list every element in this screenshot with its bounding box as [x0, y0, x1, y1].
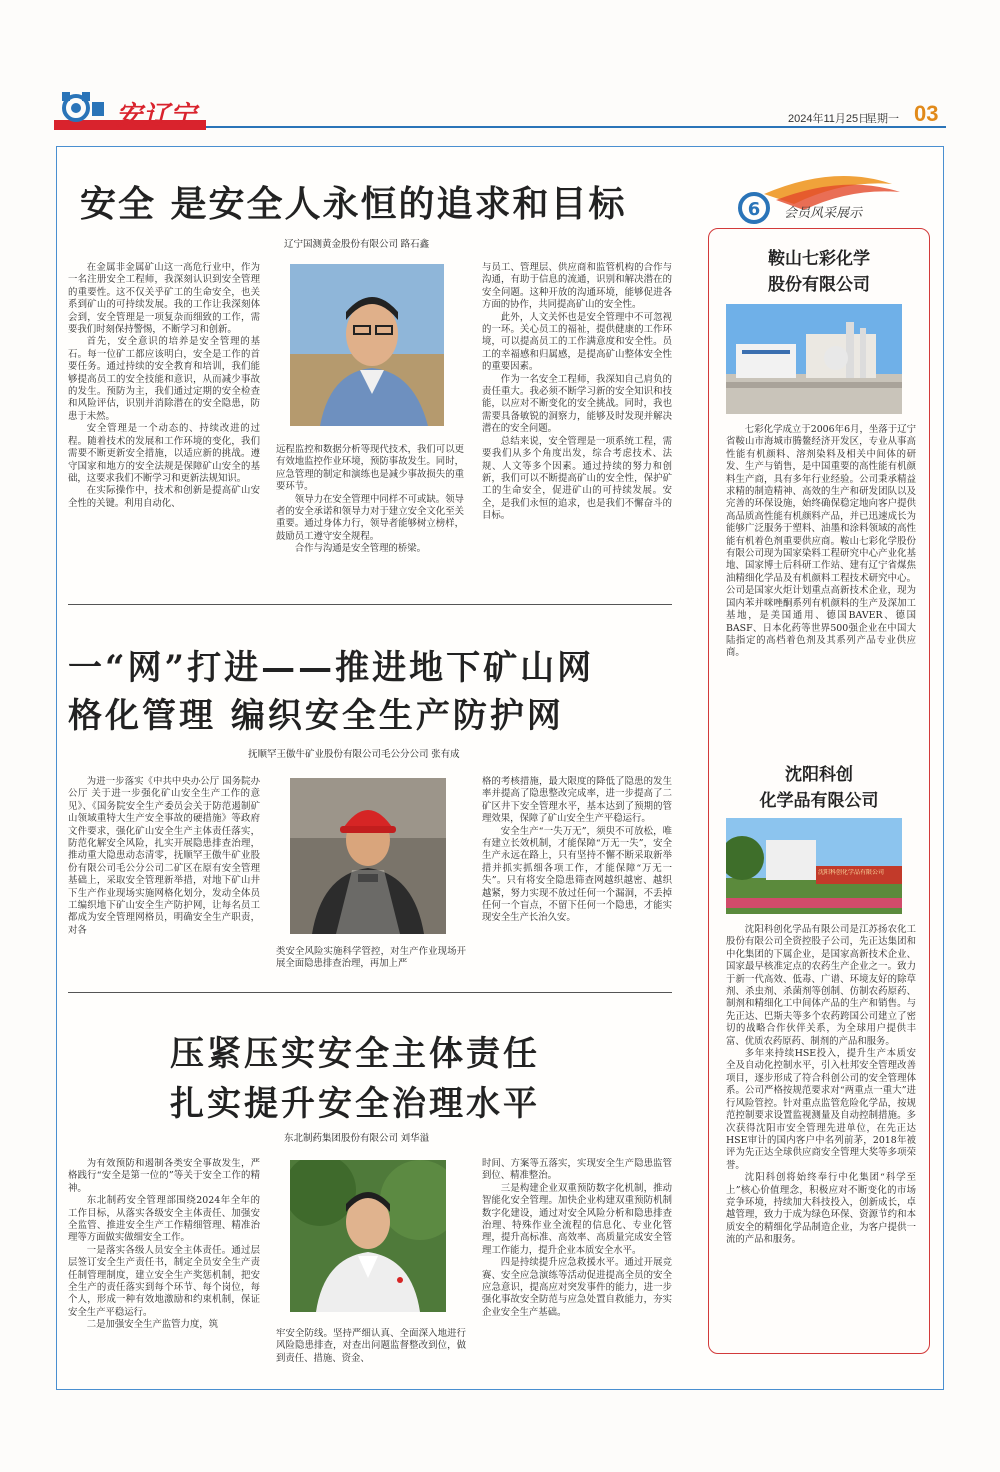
article2-title-line2: 格化管理 编织安全生产防护网 [68, 696, 564, 736]
article3-col3 [482, 1158, 672, 1368]
article1-byline: 辽宁国测黄金股份有限公司 路石鑫 [284, 239, 430, 250]
paragraph: 在金属非金属矿山这一高危行业中，作为一名注册安全工程师，我深刻认识到安全管理的重要性。这不仅关乎矿工的生命安全，也关系到矿山的可持续发展。我的工作让我深刻体会到，安全管理是一项复杂而细致的工作，需要我们时刻保持警惕，不断学习和创新。 [68, 262, 260, 336]
paragraph: 四是持续提升应急救援水平。通过开展竞赛、安全应急演练等活动促进提高全员的安全应急意识，提高应对突发事件的能力，进一步强化事故安全防范与应急处置自救能力，夯实企业安全生产基础。 [482, 1257, 672, 1318]
paragraph: 三是构建企业双重预防数字化机制，推动智能化安全管理。加快企业构建双重预防机制数字化建设，通过对安全风险分析和隐患排查治理、特殊作业全流程的信息化、专业化管理，提升高标准、高效率、高质量完成安全管理工作能力，提升企业本质安全水平。 [482, 1182, 672, 1256]
paragraph: 沈阳科创化学品有限公司是江苏扬农化工股份有限公司全资控股子公司，先正达集团和中化集团的下属企业，是国家高新技术企业、国家最早核准定点的农药生产企业之一。致力于新一代高效、低毒、广谱、环境友好的除草剂、杀虫剂、杀菌剂等创制、仿制农药原药、制剂和精细化工中间体产品的生产和销售。与先正达、巴斯夫等多个农药跨国公司建立了密切的战略合作伙伴关系，为全球用户提供丰富、优质农药原药、制剂的产品和服务。 [726, 924, 916, 1047]
paragraph: 为有效预防和遏制各类安全事故发生，严格践行“安全是第一位的”等关于安全工作的精神。 [68, 1158, 260, 1194]
paragraph: 沈阳科创将始终奉行中化集团“科学至上”核心价值理念，积极应对不断变化的市场竞争环境，持续加大科技投入，创新成长，卓越管理，致力于成为绿色环保、资源节约和本质安全的精细化学品制造企业，为客户提供一流的产品和服务。 [726, 1172, 916, 1246]
paragraph: 多年来持续HSE投入，提升生产本质安全及自动化控制水平，引入杜邦安全管理改善项目，逐步形成了符合科创公司的安全管理体系。公司严格按规范要求对“两重点一重大”进行风险管控。针对重点监管危险化学品，按规范控制要求设置监视测量及自动控制措施。多次获得沈阳市安全管理先进单位，在先正达HSE审计的国内客户中名列前茅，2018年被评为先正达全球供应商安全管理大奖等多项荣誉。 [726, 1048, 916, 1171]
author-photo-image [290, 778, 446, 934]
author-photo-image [290, 264, 444, 426]
paragraph: 时间、方案等五落实，实现安全生产隐患监管到位、精准整治。 [482, 1158, 672, 1182]
paragraph: 安全生产“一失万无”，须臾不可放松，唯有建立长效机制，才能保障“万无一失”，安全生产永远在路上，只有坚持不懈不断采取新举措并抓实抓细各项工作，才能保障“万无一失”。只有将安全隐患筛查网越织越密、越织越紧，努力实现不放过任何一个漏洞，不丢掉任何一个盲点，不留下任何一个隐患，才能实现安全生产长治久安。 [482, 825, 672, 924]
article1-col2 [276, 444, 464, 594]
article3-title-line2: 扎实提升安全治理水平 [170, 1084, 540, 1124]
paragraph: 领导力在安全管理中同样不可或缺。领导者的安全承诺和领导力对于建立安全文化至关重要。通过身体力行，领导者能够树立榜样，鼓励员工遵守安全规程。 [276, 493, 464, 542]
paragraph: 东北制药安全管理部围绕2024年全年的工作目标，从落实各级安全主体责任、加强安全监管、推进安全生产工作精细管理、精准治理等方面做实做细安全工作。 [68, 1195, 260, 1244]
paragraph: 合作与沟通是安全管理的桥梁。 [294, 543, 427, 555]
article2-title-line1: 一“网”打进——推进地下矿山网 [68, 648, 595, 688]
company1-photo [726, 304, 902, 414]
article2-col1 [68, 776, 260, 976]
company1-description [726, 424, 916, 740]
paragraph: 格的考核措施，最大限度的降低了隐患的发生率并提高了隐患整改完成率，进一步提高了二矿区井下安全管理水平，基本达到了预期的管理效果，保障了矿山安全生产平稳运行。 [482, 776, 672, 825]
article2-author-photo [290, 778, 446, 934]
company2-name-line1: 沈阳科创 [785, 765, 853, 785]
article2-col3 [482, 776, 672, 976]
member-showcase-label: 会员风采展示 [784, 206, 863, 221]
company2-gate-sign: 沈阳科创化学品有限公司 [818, 870, 885, 876]
paragraph: 在实际操作中，技术和创新是提高矿山安全性的关键。利用自动化、 [68, 485, 260, 509]
issue-date: 2024年11月25日 [788, 113, 870, 125]
paragraph: 首先，安全意识的培养是安全管理的基石。每一位矿工都应该明白，安全是工作的首要任务。通过持续的安全教育和培训，我们能够提高员工的安全技能和意识，从而减少事故的发生。预防为主，我们通过定期的安全检查和风险评估，识别并消除潜在的安全隐患，防患于未然。 [68, 336, 260, 422]
article1-col1 [68, 262, 260, 592]
paragraph: 为进一步落实《中共中央办公厅 国务院办公厅 关于进一步强化矿山安全生产工作的意见》、《国务院安全生产委员会关于防范遏制矿山领域重特大生产安全事故的硬措施》等政府文件要求，强化矿山安全生产主体责任落实，防范化解安全风险，扎实开展隐患排查治理，推动重大隐患动态清零，抚顺罕王傲牛矿业股份有限公司毛公分公司二矿区在原有安全管理基础上，采取安全管理新举措，对地下矿山井下生产作业现场实施网格化划分，发动全体员工编织地下矿山安全生产防护网，让每名员工都成为安全管理网格员，明确安全生产职责，对各 [68, 776, 260, 936]
paragraph: 牢安全防线。坚持严细认真、全面深入地进行风险隐患排查，对查出问题监督整改到位，做到责任、措施、资金、 [276, 1328, 466, 1364]
paragraph: 类安全风险实施科学管控，对生产作业现场开展全面隐患排查治理，再加上严 [276, 946, 466, 970]
member-showcase-header [724, 174, 904, 230]
masthead [54, 92, 206, 134]
paragraph: 此外，人文关怀也是安全管理中不可忽视的一环。关心员工的福祉，提供健康的工作环境，可以提高员工的工作满意度和安全性。员工的幸福感和归属感，是提高矿山整体安全性的重要因素。 [482, 311, 672, 373]
factory-photo-image [726, 818, 902, 914]
svg-text:6: 6 [747, 199, 761, 220]
header-rule [206, 126, 946, 128]
article2-byline: 抚顺罕王傲牛矿业股份有限公司毛公分公司 张有成 [248, 749, 460, 760]
paragraph: 二是加强安全生产监管力度，筑 [86, 1319, 219, 1331]
company1-name-line1: 鞍山七彩化学 [768, 249, 870, 269]
paragraph: 七彩化学成立于2006年6月，坐落于辽宁省鞍山市海城市腾鳌经济开发区，专业从事高性能有机颜料、溶剂染料及相关中间体的研发、生产与销售，是中国重要的高性能有机颜料生产商，具有多年行业经验。公司秉承精益求精的制造精神、高效的生产和研发团队以及完善的环保设施，始终确保稳定地向客户提供高品质高性能有机颜料产品，并已迅速成长为能够广泛服务于塑料、油墨和涂料领域的高性能有机着色剂重要供应商。鞍山七彩化学股份有限公司现为国家染料工程研究中心产业化基地、国家博士后科研工作站、建有辽宁省煤焦油精细化学品及有机颜料工程技术研究中心。公司是国家火炬计划重点高新技术企业，现为国内苯并咪唑酮系列有机颜料的生产及深加工基地，是美国通用、德国BAVER、德国BASF、日本化药等世界500强企业在中国大陆指定的高档着色剂及其系列产品专业供应商。 [726, 424, 916, 659]
paragraph: 作为一名安全工程师，我深知自己肩负的责任重大。我必须不断学习新的安全知识和技能，以应对不断变化的安全挑战。同时，我也需要具备敏锐的洞察力，能够及时发现并解决潜在的安全问题。 [482, 373, 672, 435]
paragraph: 远程监控和数据分析等现代技术，我们可以更有效地监控作业环境，预防事故发生。同时，应急管理的制定和演练也是减少事故损失的重要环节。 [276, 444, 464, 493]
article3-col2 [276, 1328, 466, 1370]
article1-title: 安全 是安全人永恒的追求和目标 [80, 183, 627, 225]
section-divider [68, 604, 672, 605]
company2-name-line2: 化学品有限公司 [759, 791, 879, 811]
company1-name-line2: 股份有限公司 [768, 275, 870, 295]
article2-col2 [276, 946, 466, 976]
article3-col1 [68, 1158, 260, 1368]
masthead-title: 安辽宁 [116, 101, 198, 131]
paragraph: 总结来说，安全管理是一项系统工程，需要我们从多个角度出发，综合考虑技术、法规、人文等多个因素。通过持续的努力和创新，我们可以不断提高矿山的安全性，保护矿工的生命安全，促进矿山的可持续发展。安全，是我们永恒的追求，也是我们不懈奋斗的目标。 [482, 435, 672, 522]
company2-photo [726, 818, 902, 914]
article3-author-photo [290, 1160, 446, 1312]
article1-author-photo [290, 264, 444, 426]
section-divider [68, 992, 672, 993]
article3-title-line1: 压紧压实安全主体责任 [170, 1034, 540, 1074]
article3-byline: 东北制药集团股份有限公司 刘华溢 [284, 1133, 430, 1144]
paragraph: 一是落实各级人员安全主体责任。通过层层签订安全生产责任书，制定全员安全生产责任制管理制度，建立安全生产奖惩机制，把安全生产的责任落实到每个环节、每个岗位，每个人，形成一种有效地激励和约束机制，保证安全生产平稳运行。 [68, 1244, 260, 1318]
author-photo-image [290, 1160, 446, 1312]
page-number: 03 [914, 101, 939, 126]
article1-col3 [482, 262, 672, 592]
issue-weekday: 星期一 [866, 113, 899, 125]
company2-description [726, 924, 916, 1342]
factory-photo-image [726, 304, 902, 414]
paragraph: 与员工、管理层、供应商和监管机构的合作与沟通，有助于信息的流通，识别和解决潜在的安全问题。这种开放的沟通环境，能够促进各方面的协作，共同提高矿山的安全性。 [482, 262, 672, 311]
paragraph: 安全管理是一个动态的、持续改进的过程。随着技术的发展和工作环境的变化，我们需要不断更新安全措施，以适应新的挑战。遵守国家和地方的安全法规是保障矿山安全的基础，这要求我们不断学习和更新法规知识。 [68, 423, 260, 484]
